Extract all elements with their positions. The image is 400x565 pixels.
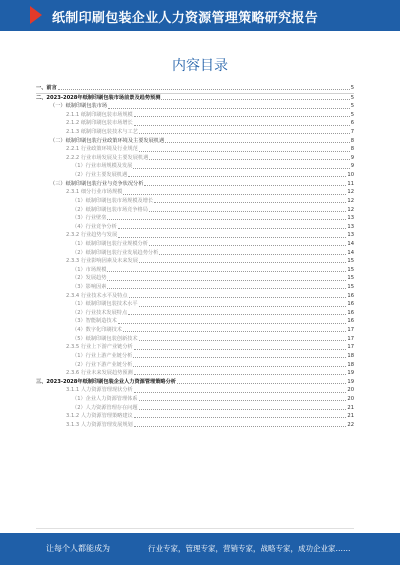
toc-entry-label: 2.3.5 行业上下游产业链分析 (66, 344, 133, 351)
toc-entry-label: （1）企业人力资源管理体系 (72, 395, 138, 402)
toc-entry[interactable] (36, 361, 354, 370)
divider (36, 528, 354, 529)
footer-slogan: 让每个人都能成为 (46, 544, 110, 553)
footer-tagline: 行业专家，管理专家，营销专家，战略专家，成功企业家…… (148, 544, 351, 553)
toc-entry-label: （1）行业市场规模及发展 (72, 163, 133, 170)
toc-entry[interactable] (36, 352, 354, 361)
toc-entry[interactable] (36, 343, 354, 352)
toc-entry-page: 21 (347, 404, 354, 411)
footer-banner (0, 533, 400, 565)
dot-leader (58, 89, 350, 90)
toc-entry-label: （1）市场规模 (72, 266, 107, 273)
toc-entry-page: 11 (347, 180, 354, 187)
toc-entry[interactable] (36, 162, 354, 171)
dot-leader (123, 194, 346, 195)
toc-entry[interactable] (36, 283, 354, 292)
toc-entry-label: （5）纸制印刷包装创新技术 (72, 335, 138, 342)
toc-entry[interactable] (36, 111, 354, 120)
dot-leader (134, 374, 347, 375)
toc-entry-label: （1）纸制印刷包装行业规模分析 (72, 240, 148, 247)
dot-leader (134, 349, 347, 350)
toc-entry-page: 22 (347, 421, 354, 428)
toc-entry-page: 16 (347, 318, 354, 325)
toc-entry[interactable] (36, 335, 354, 344)
toc-entry-label: 一、前言 (36, 85, 57, 91)
dot-leader (118, 237, 346, 238)
toc-entry[interactable] (36, 188, 354, 197)
toc-entry[interactable] (36, 154, 354, 163)
dot-leader (133, 366, 346, 367)
toc-entry-page: 5 (350, 94, 354, 101)
toc-entry-page: 15 (347, 275, 354, 282)
dot-leader (149, 159, 349, 160)
toc-entry-page: 15 (347, 258, 354, 265)
toc-entry-page: 9 (350, 154, 354, 161)
toc-entry[interactable] (36, 292, 354, 301)
toc-entry-page: 14 (347, 240, 354, 247)
toc-entry-label: （3）智能制造技术 (72, 318, 117, 325)
dot-leader (177, 383, 346, 384)
toc-entry-page: 16 (347, 292, 354, 299)
toc-entry[interactable] (36, 257, 354, 266)
toc-entry-label: （4）行业竞争分析 (72, 223, 117, 230)
dot-leader (128, 176, 346, 177)
toc-entry-label: （三）纸制印刷包装行业与竞争状况分析 (50, 180, 144, 187)
toc-entry-label: 3.1.1 人力资源管理现状分析 (66, 387, 133, 394)
toc-entry-label: 3.1.3 人力资源管理发展规划 (66, 421, 133, 428)
toc-entry-page: 17 (347, 344, 354, 351)
toc-entry-page: 15 (347, 284, 354, 291)
toc-entry-label: 2.3.6 行业未来发展趋势预测 (66, 370, 133, 377)
toc-entry-page: 16 (347, 301, 354, 308)
dot-leader (139, 409, 347, 410)
toc-entry-label: 2.2.2 行业市场发展及主要发展机遇 (66, 154, 149, 161)
toc-entry-label: 2.3.2 行业趋势与发展 (66, 232, 118, 239)
dot-leader (134, 125, 350, 126)
toc-entry[interactable] (36, 395, 354, 404)
toc-entry-page: 12 (347, 206, 354, 213)
toc-entry-page: 18 (347, 352, 354, 359)
toc-entry[interactable] (36, 94, 354, 103)
toc-entry[interactable] (36, 249, 354, 258)
dot-leader (154, 202, 346, 203)
dot-leader (134, 116, 350, 117)
dot-leader (107, 288, 346, 289)
toc-entry-label: （一）纸制印刷包装市场 (50, 103, 108, 110)
toc-entry-label: 三、2023-2028年纸制印刷包装企业人力资源管理策略分析 (36, 378, 176, 385)
dot-leader (161, 99, 349, 100)
dot-leader (149, 245, 346, 246)
toc-entry[interactable] (36, 231, 354, 240)
toc-entry-page: 15 (347, 266, 354, 273)
toc-entry-label: （2）人力资源管理存在问题 (72, 404, 138, 411)
dot-leader (159, 254, 346, 255)
dot-leader (139, 306, 347, 307)
toc-entry[interactable] (36, 171, 354, 180)
toc-entry[interactable] (36, 309, 354, 318)
toc-heading: 内容目录 (172, 58, 228, 74)
toc-entry-label: 3.1.2 人力资源管理策略建议 (66, 413, 133, 420)
toc-entry[interactable] (36, 119, 354, 128)
dot-leader (107, 280, 346, 281)
dot-leader (134, 417, 347, 418)
dot-leader (108, 108, 350, 109)
toc-entry-label: 2.1.1 纸制印刷包装市场规模 (66, 111, 133, 118)
toc-entry-label: 2.2.1 行业政策环境及行业规范 (66, 146, 138, 153)
header-banner (0, 0, 400, 31)
toc-entry[interactable] (36, 214, 354, 223)
toc-entry[interactable] (36, 421, 354, 430)
toc-entry[interactable] (36, 137, 354, 146)
dot-leader (134, 426, 347, 427)
toc-entry[interactable] (36, 206, 354, 215)
toc-entry-page: 19 (347, 370, 354, 377)
toc-entry-page: 8 (350, 137, 354, 144)
toc-entry-label: （2）行业技术发展特点 (72, 309, 128, 316)
dot-leader (139, 400, 347, 401)
toc-entry[interactable] (36, 223, 354, 232)
toc-entry-label: （2）纸制印刷包装市场竞争格局 (72, 206, 148, 213)
toc-entry-label: （1）纸制印刷包装市场规模及增长 (72, 197, 154, 204)
toc-entry[interactable] (36, 240, 354, 249)
toc-entry-page: 13 (347, 232, 354, 239)
dot-leader (107, 219, 346, 220)
dot-leader (129, 297, 347, 298)
dot-leader (133, 168, 349, 169)
dot-leader (139, 133, 350, 134)
dot-leader (107, 271, 346, 272)
toc-entry[interactable] (36, 369, 354, 378)
toc-entry[interactable] (36, 386, 354, 395)
toc-entry[interactable] (36, 378, 354, 387)
toc-entry[interactable] (36, 266, 354, 275)
dot-leader (134, 392, 347, 393)
toc-entry-label: （1）行业上游产业链分析 (72, 352, 133, 359)
toc-entry-page: 19 (347, 378, 354, 385)
toc-entry-page: 18 (347, 361, 354, 368)
toc-entry-label: 2.3.1 细分行业市场规模 (66, 189, 123, 196)
toc-entry-label: （1）纸制印刷包装技术水平 (72, 301, 138, 308)
toc-entry-page: 20 (347, 387, 354, 394)
toc-entry-label: （二）纸制印刷包装行业政策环境及主要发展机遇 (50, 137, 165, 144)
dot-leader (139, 340, 347, 341)
dot-leader (123, 331, 346, 332)
dot-leader (139, 262, 346, 263)
toc-entry-page: 9 (350, 163, 354, 170)
toc-entry-page: 5 (350, 85, 354, 91)
toc-entry-label: 二、2023-2028年纸制印刷包装市场前景及趋势预测 (36, 94, 161, 101)
toc-entry-page: 6 (350, 120, 354, 127)
toc-entry-page: 12 (347, 189, 354, 196)
table-of-contents (36, 84, 354, 429)
toc-entry[interactable] (36, 197, 354, 206)
toc-entry-label: （2）行业主要发展机遇 (72, 172, 128, 179)
toc-entry-label: 2.1.3 纸制印刷包装技术与工艺 (66, 129, 138, 136)
toc-entry-page: 8 (350, 146, 354, 153)
toc-entry-page: 21 (347, 413, 354, 420)
toc-entry-label: （3）行业壁垒 (72, 215, 107, 222)
dot-leader (144, 185, 346, 186)
toc-entry[interactable] (36, 326, 354, 335)
dot-leader (149, 211, 346, 212)
toc-entry-label: （2）行业下游产业链分析 (72, 361, 133, 368)
toc-entry-page: 5 (350, 103, 354, 110)
toc-entry-page: 14 (347, 249, 354, 256)
toc-entry-page: 7 (350, 129, 354, 136)
toc-entry-page: 20 (347, 395, 354, 402)
toc-entry[interactable] (36, 128, 354, 137)
dot-leader (128, 314, 346, 315)
dot-leader (133, 357, 346, 358)
dot-leader (139, 151, 350, 152)
toc-entry-page: 16 (347, 309, 354, 316)
toc-entry-label: 2.3.4 行业技术水平及特点 (66, 292, 128, 299)
triangle-marker-icon (30, 6, 42, 24)
toc-entry[interactable] (36, 317, 354, 326)
toc-entry-label: （2）纸制印刷包装行业发展趋势分析 (72, 249, 159, 256)
toc-entry[interactable] (36, 180, 354, 189)
toc-entry-page: 5 (350, 111, 354, 118)
toc-entry-page: 17 (347, 327, 354, 334)
toc-entry-page: 13 (347, 223, 354, 230)
toc-entry-label: 2.3.3 行业影响因素及未来发展 (66, 258, 138, 265)
toc-entry[interactable] (36, 102, 354, 111)
report-title: 纸制印刷包装企业人力资源管理策略研究报告 (52, 11, 319, 26)
toc-entry[interactable] (36, 300, 354, 309)
toc-entry-label: （3）影响因素 (72, 284, 107, 291)
toc-entry-page: 13 (347, 215, 354, 222)
toc-entry-page: 12 (347, 197, 354, 204)
toc-entry-page: 17 (347, 335, 354, 342)
toc-entry[interactable] (36, 412, 354, 421)
toc-entry[interactable] (36, 84, 354, 94)
toc-entry-label: （4）数字化印刷技术 (72, 327, 122, 334)
toc-entry-label: （2）发展趋势 (72, 275, 107, 282)
dot-leader (165, 142, 350, 143)
dot-leader (118, 323, 347, 324)
toc-entry-label: 2.1.2 纸制印刷包装市场增长 (66, 120, 133, 127)
toc-entry-page: 10 (347, 172, 354, 179)
toc-entry[interactable] (36, 274, 354, 283)
toc-entry[interactable] (36, 404, 354, 413)
dot-leader (118, 228, 347, 229)
toc-entry[interactable] (36, 145, 354, 154)
